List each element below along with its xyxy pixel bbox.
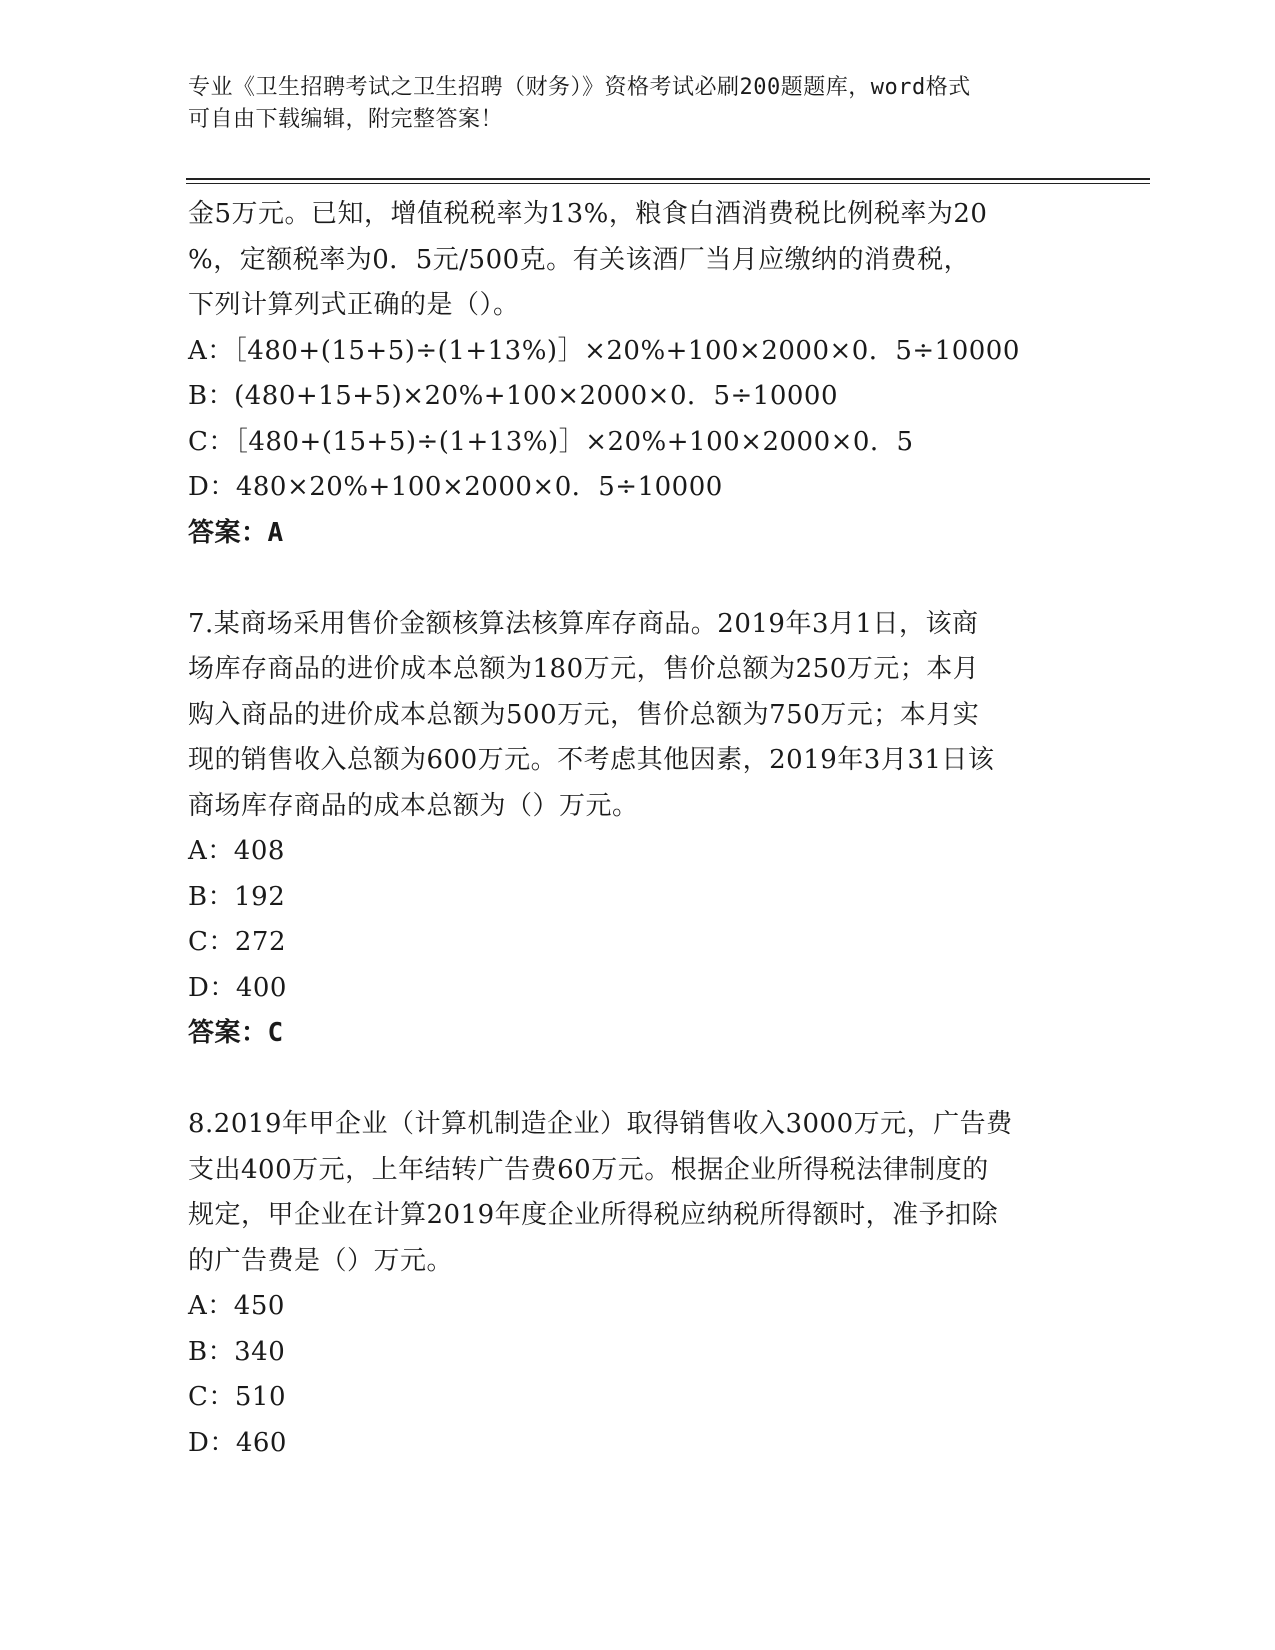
- question-text-line: %，定额税率为0．5元/500克。有关该酒厂当月应缴纳的消费税，: [188, 244, 971, 275]
- header-line-2: 可自由下载编辑，附完整答案！: [188, 107, 504, 132]
- question-text-line: 规定，甲企业在计算2019年度企业所得税应纳税所得额时，准予扣除: [188, 1200, 999, 1230]
- option-d: D：400: [188, 972, 287, 1003]
- answer-label: 答案：A: [188, 517, 284, 548]
- question-8: [188, 1102, 1088, 1466]
- question-text-line: 商场库存商品的成本总额为（）万元。: [188, 790, 639, 821]
- question-text-line: 场库存商品的进价成本总额为180万元，售价总额为250万元；本月: [188, 654, 980, 684]
- option-b: B：340: [188, 1336, 286, 1367]
- question-text-line: 下列计算列式正确的是（）。: [188, 290, 520, 320]
- option-d: D：460: [188, 1427, 287, 1458]
- header-rule-thick: [186, 178, 1150, 180]
- spacer: [188, 1057, 1088, 1103]
- page-header: [188, 72, 1088, 136]
- question-6: [188, 192, 1088, 556]
- answer-label: 答案：C: [188, 1018, 284, 1048]
- header-line-1: 专业《卫生招聘考试之卫生招聘（财务）》资格考试必刷200题题库，word格式: [188, 75, 971, 100]
- option-a: A：450: [188, 1291, 285, 1321]
- option-c: C：510: [188, 1382, 287, 1412]
- question-text-line: 购入商品的进价成本总额为500万元，售价总额为750万元；本月实: [188, 699, 980, 730]
- document-body: [188, 192, 1088, 1466]
- option-a: A：［480+(15+5)÷(1+13%)］×20%+100×2000×0．5÷10000: [188, 335, 1020, 366]
- question-text-line: 的广告费是（）万元。: [188, 1245, 454, 1276]
- question-text-line: 支出400万元，上年结转广告费60万元。根据企业所得税法律制度的: [188, 1154, 989, 1185]
- option-a: A：408: [188, 836, 285, 866]
- question-text-line: 8.2019年甲企业（计算机制造企业）取得销售收入3000万元，广告费: [188, 1109, 1013, 1139]
- spacer: [188, 556, 1088, 602]
- option-d: D：480×20%+100×2000×0．5÷10000: [188, 472, 723, 502]
- question-text-line: 金5万元。已知，增值税税率为13%，粮食白酒消费税比例税率为20: [188, 199, 988, 229]
- option-c: C：［480+(15+5)÷(1+13%)］×20%+100×2000×0．5: [188, 426, 914, 457]
- question-7: [188, 602, 1088, 1057]
- question-text-line: 7.某商场采用售价金额核算法核算库存商品。2019年3月1日，该商: [188, 608, 979, 639]
- option-b: B：192: [188, 881, 286, 912]
- question-text-line: 现的销售收入总额为600万元。不考虑其他因素，2019年3月31日该: [188, 745, 995, 775]
- option-c: C：272: [188, 927, 287, 957]
- option-b: B：(480+15+5)×20%+100×2000×0．5÷10000: [188, 381, 839, 411]
- header-rule-thin: [186, 183, 1150, 184]
